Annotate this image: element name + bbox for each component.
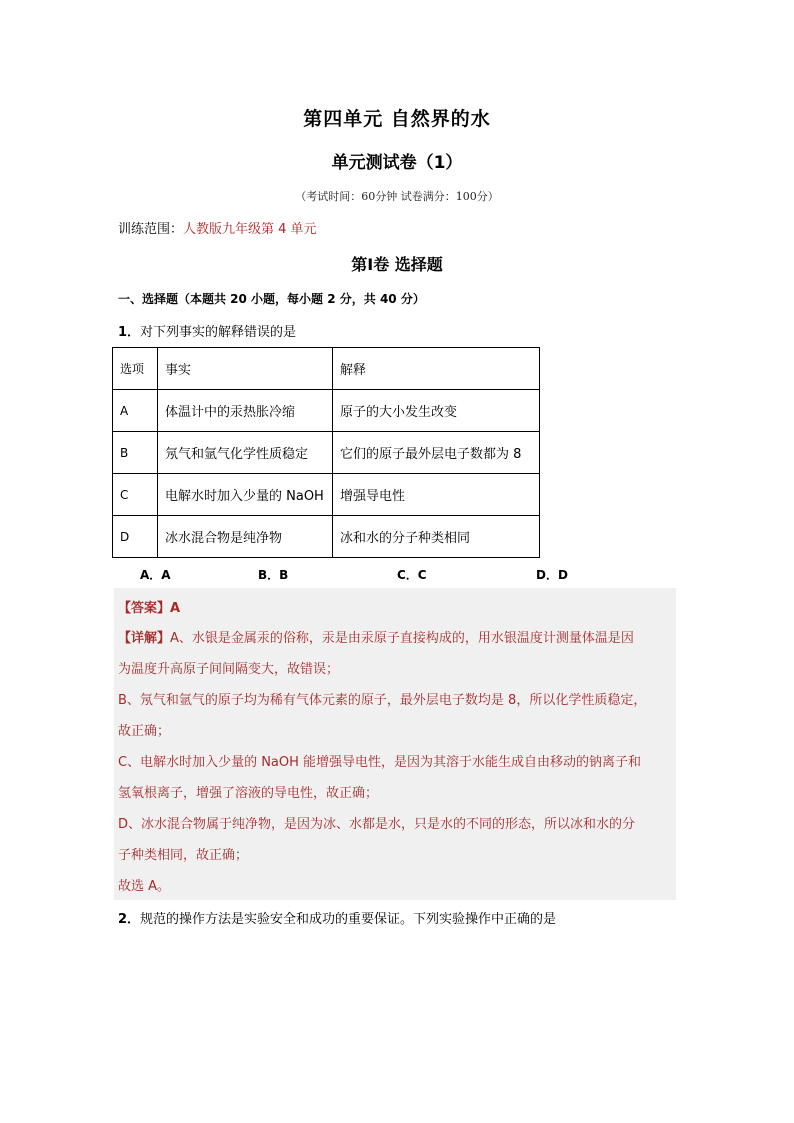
table-cell: B — [113, 432, 158, 474]
table-row — [113, 516, 540, 558]
table-cell: A — [113, 390, 158, 432]
table-row — [113, 474, 540, 516]
range-label: 训练范围： — [118, 222, 184, 237]
question-number: 2． — [118, 912, 141, 927]
table-row — [113, 432, 540, 474]
table-header-cell: 事实 — [158, 348, 333, 390]
question-text: 规范的操作方法是实验安全和成功的重要保证。下列实验操作中正确的是 — [140, 912, 557, 927]
option-a[interactable]: A．A — [140, 568, 171, 582]
test-subtitle: 单元测试卷（1） — [331, 153, 463, 173]
table-header-cell: 解释 — [333, 348, 540, 390]
answer-explanation-box — [114, 588, 676, 900]
table-cell: 体温计中的汞热胀冷缩 — [158, 390, 333, 432]
table-cell: D — [113, 516, 158, 558]
table-header-cell: 选项 — [113, 348, 158, 390]
detail-line: 氢氧根离子，增强了溶液的导电性，故正确； — [118, 786, 379, 801]
question-2-stem — [118, 908, 556, 927]
detail-label: 【详解】 — [118, 631, 171, 646]
table-cell: 冰和水的分子种类相同 — [333, 516, 540, 558]
table-cell: 原子的大小发生改变 — [333, 390, 540, 432]
volume-title: 第Ⅰ卷 选择题 — [351, 255, 443, 274]
question-1-stem — [118, 321, 296, 340]
exam-meta: （考试时间：60分钟 试卷满分：100分） — [295, 190, 499, 203]
detail-line: B、氖气和氩气的原子均为稀有气体元素的原子，最外层电子数均是 8，所以化学性质稳定， — [118, 693, 647, 708]
answer-label: 【答案】 — [118, 601, 171, 616]
section-title: 一、选择题（本题共 20 小题，每小题 2 分，共 40 分） — [118, 292, 425, 306]
training-range — [118, 218, 317, 237]
detail-line: 子种类相同，故正确； — [118, 848, 249, 863]
table-row — [113, 390, 540, 432]
table-cell: 氖气和氩气化学性质稳定 — [158, 432, 333, 474]
unit-title: 第四单元 自然界的水 — [303, 108, 491, 130]
option-c[interactable]: C．C — [397, 568, 427, 582]
detail-line: 故正确； — [118, 724, 171, 739]
range-value: 人教版九年级第 4 单元 — [183, 222, 317, 237]
table-cell: 冰水混合物是纯净物 — [158, 516, 333, 558]
detail-line: 故选 A。 — [118, 879, 171, 894]
option-b[interactable]: B．B — [258, 568, 289, 582]
detail-line: D、冰水混合物属于纯净物，是因为冰、水都是水，只是水的不同的形态，所以冰和水的分 — [118, 817, 636, 832]
detail-line: 为温度升高原子间间隔变大，故错误； — [118, 662, 340, 677]
question-text: 对下列事实的解释错误的是 — [140, 325, 297, 340]
table-cell: 它们的原子最外层电子数都为 8 — [333, 432, 540, 474]
table-cell: C — [113, 474, 158, 516]
detail-line: C、电解水时加入少量的 NaOH 能增强导电性，是因为其溶于水能生成自由移动的钠离子和 — [118, 755, 642, 770]
table-cell: 增强导电性 — [333, 474, 540, 516]
question-1-table — [112, 347, 540, 558]
answer-value: A — [170, 601, 181, 616]
detail-line: 【详解】A、水银是金属汞的俗称，汞是由汞原子直接构成的，用水银温度计测量体温是因 — [118, 631, 634, 646]
table-cell: 电解水时加入少量的 NaOH — [158, 474, 333, 516]
question-number: 1． — [118, 325, 141, 340]
option-d[interactable]: D．D — [536, 568, 568, 582]
answer-line — [118, 597, 180, 616]
table-header-row — [113, 348, 540, 390]
